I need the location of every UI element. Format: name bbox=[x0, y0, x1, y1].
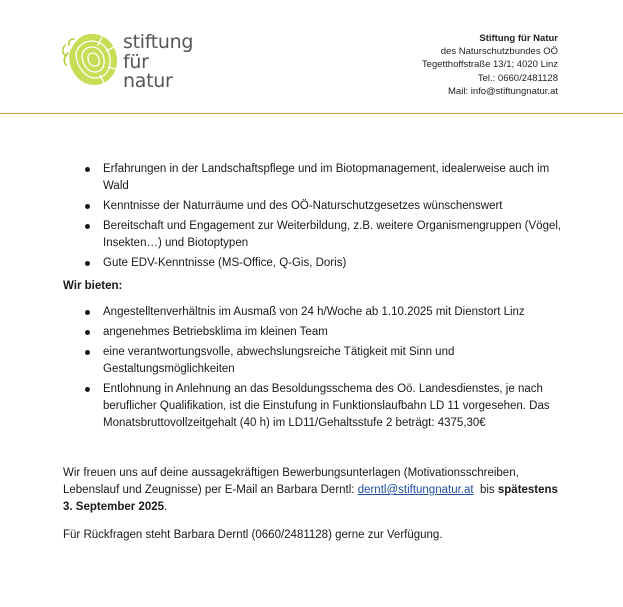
application-paragraph: Wir freuen uns auf deine aussagekräftigen Bewerbungsunterlagen (Motivationsschreiben, Lebenslauf und Zeugnisse) per E-Mail an Barbara Derntl: derntl@stiftungnatur.at bis spätestens 3. September 2025. bbox=[63, 467, 558, 513]
list-item: Gute EDV-Kenntnisse (MS-Office, Q-Gis, Doris) bbox=[63, 255, 563, 272]
logo-line-3: natur bbox=[123, 70, 173, 92]
list-item: eine verantwortungsvolle, abwechslungsreiche Tätigkeit mit Sinn und Gestaltungsmöglichkeiten bbox=[63, 344, 563, 378]
bullet-icon bbox=[85, 261, 90, 266]
bullet-icon bbox=[85, 350, 90, 355]
document-body bbox=[63, 161, 563, 544]
address: Tegetthoffstraße 13/1; 4020 Linz bbox=[421, 59, 558, 71]
bullet-icon bbox=[85, 330, 90, 335]
email-link[interactable]: derntl@stiftungnatur.at bbox=[357, 484, 474, 496]
list-item: Bereitschaft und Engagement zur Weiterbildung, z.B. weitere Organismengruppen (Vögel, Insekten…) und Biotoptypen bbox=[63, 218, 563, 252]
bullet-icon bbox=[85, 310, 90, 315]
letterhead bbox=[0, 0, 623, 114]
logo-line-1: stiftung bbox=[123, 31, 194, 53]
bullet-icon bbox=[85, 387, 90, 392]
bullet-icon bbox=[85, 224, 90, 229]
offer-list bbox=[63, 304, 563, 432]
bullet-icon bbox=[85, 204, 90, 209]
list-item: Erfahrungen in der Landschaftspflege und im Biotopmanagement, idealerweise auch im Wald bbox=[63, 161, 563, 195]
mail: Mail: info@stiftungnatur.at bbox=[448, 85, 558, 97]
list-item: Angestelltenverhältnis im Ausmaß von 24 h/Woche ab 1.10.2025 mit Dienstort Linz bbox=[63, 304, 563, 321]
deadline: spätestens 3. September 2025 bbox=[63, 484, 558, 513]
questions-paragraph: Für Rückfragen steht Barbara Derntl (0660/2481128) gerne zur Verfügung. bbox=[63, 529, 443, 541]
leaf-logo-icon bbox=[62, 31, 122, 89]
list-item: Entlohnung in Anlehnung an das Besoldungsschema des Oö. Landesdienstes, je nach beruflicher Qualifikation, ist die Einstufung in Funktionslaufbahn LD 11 vorgesehen. Das Monatsbruttovollzeitgehalt (40 h) im LD11/Gehaltsstufe 2 beträgt: 4375,30€ bbox=[63, 381, 563, 432]
list-item: Kenntnisse der Naturräume und des OÖ-Naturschutzgesetzes wünschenswert bbox=[63, 198, 563, 215]
org-name: Stiftung für Natur bbox=[479, 33, 558, 44]
list-item: angenehmes Betriebsklima im kleinen Team bbox=[63, 324, 563, 341]
bullet-icon bbox=[85, 167, 90, 172]
org-subtitle: des Naturschutzbundes OÖ bbox=[440, 46, 558, 58]
phone: Tel.: 0660/2481128 bbox=[477, 72, 558, 84]
offer-heading: Wir bieten: bbox=[63, 280, 123, 292]
logo-line-2: für bbox=[123, 50, 149, 73]
contact-block bbox=[422, 32, 558, 98]
requirements-list bbox=[63, 161, 563, 272]
logo-wordmark bbox=[123, 33, 193, 92]
